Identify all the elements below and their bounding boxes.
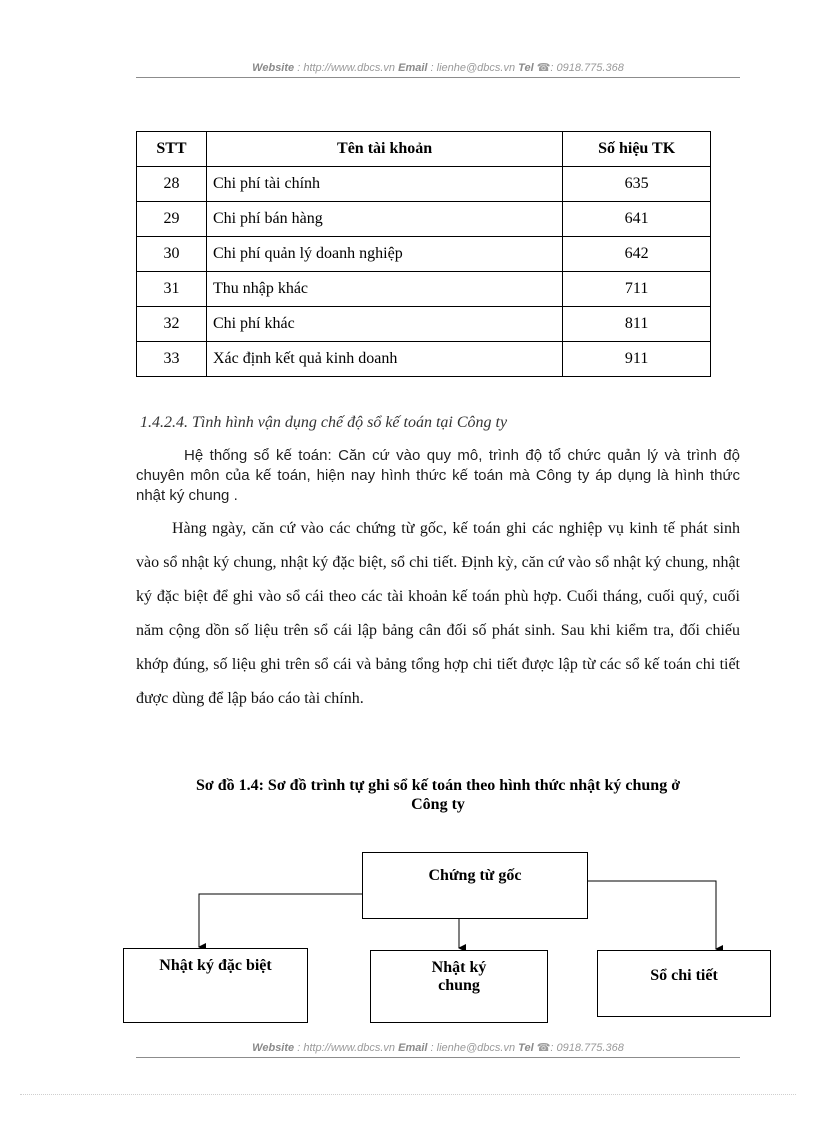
diagram-title-line1: Sơ đồ 1.4: Sơ đồ trình tự ghi sổ kế toán theo hình thức nhật ký chung ở — [195, 777, 681, 794]
header-tel-label: Tel — [518, 62, 534, 74]
cell-stt: 30 — [137, 237, 207, 272]
phone-icon: ☎ — [536, 62, 551, 74]
connector-to-special-journal — [199, 894, 362, 947]
diagram-box-general-journal — [370, 950, 548, 1023]
cell-account-name: Chi phí quản lý doanh nghiệp — [206, 237, 562, 272]
header-email-label: Email — [398, 62, 428, 74]
cell-account-code: 911 — [563, 342, 711, 377]
cell-account-name: Thu nhập khác — [206, 272, 562, 307]
cell-stt: 33 — [137, 342, 207, 377]
diagram-box-special-journal: Nhật ký đặc biệt — [123, 948, 308, 1023]
header-email-value: : lienhe@dbcs.vn — [430, 62, 516, 74]
section-heading: 1.4.2.4. Tình hình vận dụng chế độ sổ kế toán tại Công ty — [140, 414, 508, 431]
cell-stt: 31 — [137, 272, 207, 307]
phone-icon: ☎ — [536, 1042, 551, 1054]
footer-email-value: : lienhe@dbcs.vn — [430, 1042, 516, 1054]
connector-to-detail-ledger — [588, 881, 716, 949]
paragraph-daily-process: Hàng ngày, căn cứ vào các chứng từ gốc, kế toán ghi các nghiệp vụ kinh tế phát sinh vào sổ nhật ký chung, nhật ký đặc biệt, sổ chi tiết. Định kỳ, căn cứ vào sổ nhật ký chung, nhật ký đặc biệt để ghi vào sổ cái theo các tài khoản kế toán phù hợp. Cuối tháng, cuối quý, cuối năm cộng dồn số liệu trên sổ cái lập bảng cân đối số phát sinh. Sau khi kiểm tra, đối chiếu khớp đúng, số liệu ghi trên sổ cái và bảng tổng hợp chi tiết được lập từ các sổ kế toán chi tiết được dùng để lập báo cáo tài chính. — [136, 520, 740, 707]
cell-account-code: 641 — [563, 202, 711, 237]
cell-account-code: 635 — [563, 167, 711, 202]
cell-account-name: Xác định kết quả kinh doanh — [206, 342, 562, 377]
footer-tel-label: Tel — [518, 1042, 534, 1054]
paragraph-accounting-system: Hệ thống sổ kế toán: Căn cứ vào quy mô, trình độ tổ chức quản lý và trình độ chuyên môn của kế toán, hiện nay hình thức kế toán mà Công ty áp dụng là hình thức nhật ký chung . — [136, 447, 740, 504]
page-bottom-divider — [20, 1094, 796, 1095]
col-header-account-name: Tên tài khoản — [206, 132, 562, 167]
footer-website-value: : http://www.dbcs.vn — [297, 1042, 396, 1054]
cell-stt: 32 — [137, 307, 207, 342]
cell-account-name: Chi phí khác — [206, 307, 562, 342]
cell-account-code: 711 — [563, 272, 711, 307]
col-header-stt: STT — [137, 132, 207, 167]
footer-website-label: Website — [252, 1042, 295, 1054]
diagram-title-line2: Công ty — [411, 796, 465, 813]
diagram-box-source-documents: Chứng từ gốc — [362, 852, 588, 919]
diagram-box-detail-ledger: Sổ chi tiết — [597, 950, 771, 1017]
header-tel-value: : 0918.775.368 — [550, 62, 624, 74]
cell-account-name: Chi phí bán hàng — [206, 202, 562, 237]
header-website-value: : http://www.dbcs.vn — [297, 62, 396, 74]
general-journal-line2: chung — [438, 977, 480, 994]
cell-account-code: 642 — [563, 237, 711, 272]
header-website-label: Website — [252, 62, 295, 74]
cell-account-code: 811 — [563, 307, 711, 342]
cell-account-name: Chi phí tài chính — [206, 167, 562, 202]
footer-email-label: Email — [398, 1042, 428, 1054]
col-header-account-code: Số hiệu TK — [563, 132, 711, 167]
cell-stt: 28 — [137, 167, 207, 202]
cell-stt: 29 — [137, 202, 207, 237]
footer-bar — [136, 1041, 740, 1058]
general-journal-line1: Nhật ký — [431, 959, 487, 976]
footer-tel-value: : 0918.775.368 — [550, 1042, 624, 1054]
